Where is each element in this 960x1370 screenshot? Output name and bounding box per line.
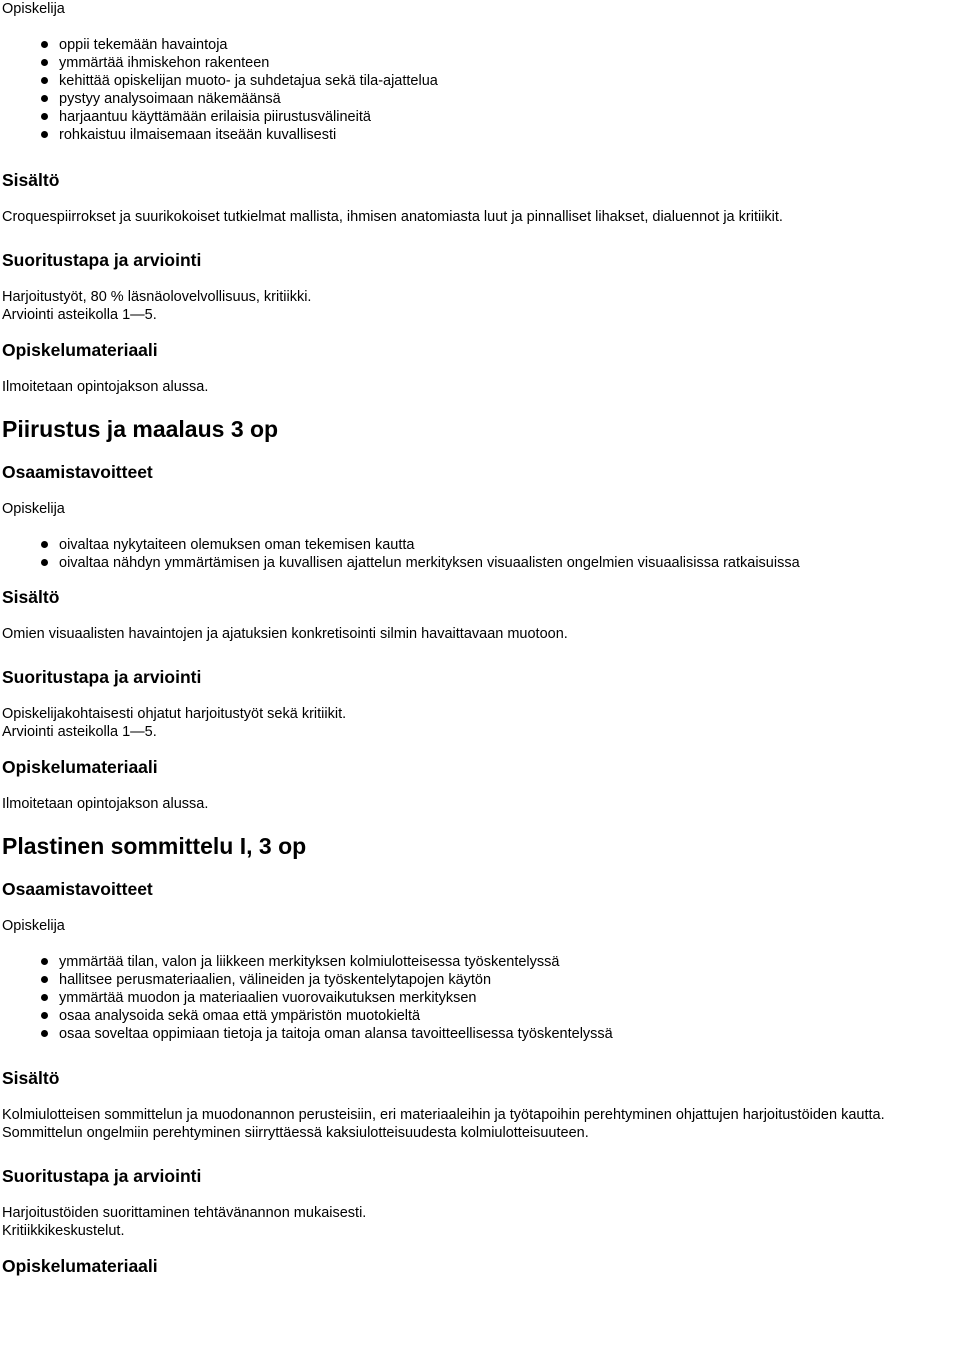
- content-heading: Sisältö: [2, 587, 60, 607]
- material-heading: Opiskelumateriaali: [2, 340, 158, 360]
- bullet-icon: [41, 95, 48, 102]
- list-item: ymmärtää ihmiskehon rakenteen: [59, 54, 960, 72]
- assessment-text: Opiskelijakohtaisesti ohjatut harjoitustyöt sekä kritiikit. Arviointi asteikolla 1—5.: [2, 706, 347, 740]
- assessment-text: Harjoitustöiden suorittaminen tehtävänannon mukaisesti. Kritiikkikeskustelut.: [2, 1205, 367, 1239]
- list-item: oivaltaa nähdyn ymmärtämisen ja kuvallisen ajattelun merkityksen visuaalisten ongelmien visuaalisissa ratkaisuissa: [59, 554, 960, 572]
- bullet-icon: [41, 59, 48, 66]
- outcomes-heading: Osaamistavoitteet: [2, 462, 153, 482]
- learner-label: Opiskelija: [2, 918, 65, 934]
- outcomes-list: [2, 36, 960, 144]
- content-heading: Sisältö: [2, 1068, 60, 1088]
- list-item: osaa analysoida sekä omaa että ympäristön muotokieltä: [59, 1007, 960, 1025]
- content-heading: Sisältö: [2, 170, 60, 190]
- bullet-icon: [41, 958, 48, 965]
- list-item: kehittää opiskelijan muoto- ja suhdetajua sekä tila-ajattelua: [59, 72, 960, 90]
- bullet-icon: [41, 1012, 48, 1019]
- outcomes-heading: Osaamistavoitteet: [2, 879, 153, 899]
- outcomes-list: [2, 953, 960, 1043]
- content-text: Croquespiirrokset ja suurikokoiset tutkielmat mallista, ihmisen anatomiasta luut ja pinnalliset lihakset, dialuennot ja kritiikit.: [2, 209, 783, 225]
- material-heading: Opiskelumateriaali: [2, 757, 158, 777]
- bullet-icon: [41, 976, 48, 983]
- bullet-icon: [41, 994, 48, 1001]
- list-item: ymmärtää muodon ja materiaalien vuorovaikutuksen merkityksen: [59, 989, 960, 1007]
- course-title: Plastinen sommittelu I, 3 op: [2, 833, 307, 859]
- list-item: pystyy analysoimaan näkemäänsä: [59, 90, 960, 108]
- list-item: oppii tekemään havaintoja: [59, 36, 960, 54]
- bullet-icon: [41, 41, 48, 48]
- list-item: hallitsee perusmateriaalien, välineiden ja työskentelytapojen käytön: [59, 971, 960, 989]
- bullet-icon: [41, 541, 48, 548]
- assessment-text: Harjoitustyöt, 80 % läsnäolovelvollisuus, kritiikki. Arviointi asteikolla 1—5.: [2, 289, 312, 323]
- outcomes-list: [2, 536, 960, 572]
- content-text: Kolmiulotteisen sommittelun ja muodonannon perusteisiin, eri materiaaleihin ja työtapoihin perehtyminen ohjattujen harjoitustöiden kautta. Sommittelun ongelmiin perehtyminen siirryttäessä kaksiulotteisuudesta kolmiulotteisuuteen.: [2, 1107, 885, 1141]
- list-item: osaa soveltaa oppimiaan tietoja ja taitoja oman alansa tavoitteellisessa työskentelyssä: [59, 1025, 960, 1043]
- list-item: oivaltaa nykytaiteen olemuksen oman tekemisen kautta: [59, 536, 960, 554]
- bullet-icon: [41, 113, 48, 120]
- bullet-icon: [41, 131, 48, 138]
- material-text: Ilmoitetaan opintojakson alussa.: [2, 796, 209, 812]
- assessment-heading: Suoritustapa ja arviointi: [2, 1166, 202, 1186]
- list-item: ymmärtää tilan, valon ja liikkeen merkityksen kolmiulotteisessa työskentelyssä: [59, 953, 960, 971]
- assessment-heading: Suoritustapa ja arviointi: [2, 667, 202, 687]
- content-text: Omien visuaalisten havaintojen ja ajatuksien konkretisointi silmin havaittavaan muotoon.: [2, 626, 568, 642]
- list-item: rohkaistuu ilmaisemaan itseään kuvallisesti: [59, 126, 960, 144]
- course-title: Piirustus ja maalaus 3 op: [2, 416, 279, 442]
- learner-label: Opiskelija: [2, 501, 65, 517]
- learner-label: Opiskelija: [2, 1, 65, 17]
- bullet-icon: [41, 559, 48, 566]
- bullet-icon: [41, 77, 48, 84]
- material-text: Ilmoitetaan opintojakson alussa.: [2, 379, 209, 395]
- material-heading: Opiskelumateriaali: [2, 1256, 158, 1276]
- assessment-heading: Suoritustapa ja arviointi: [2, 250, 202, 270]
- list-item: harjaantuu käyttämään erilaisia piirustusvälineitä: [59, 108, 960, 126]
- bullet-icon: [41, 1030, 48, 1037]
